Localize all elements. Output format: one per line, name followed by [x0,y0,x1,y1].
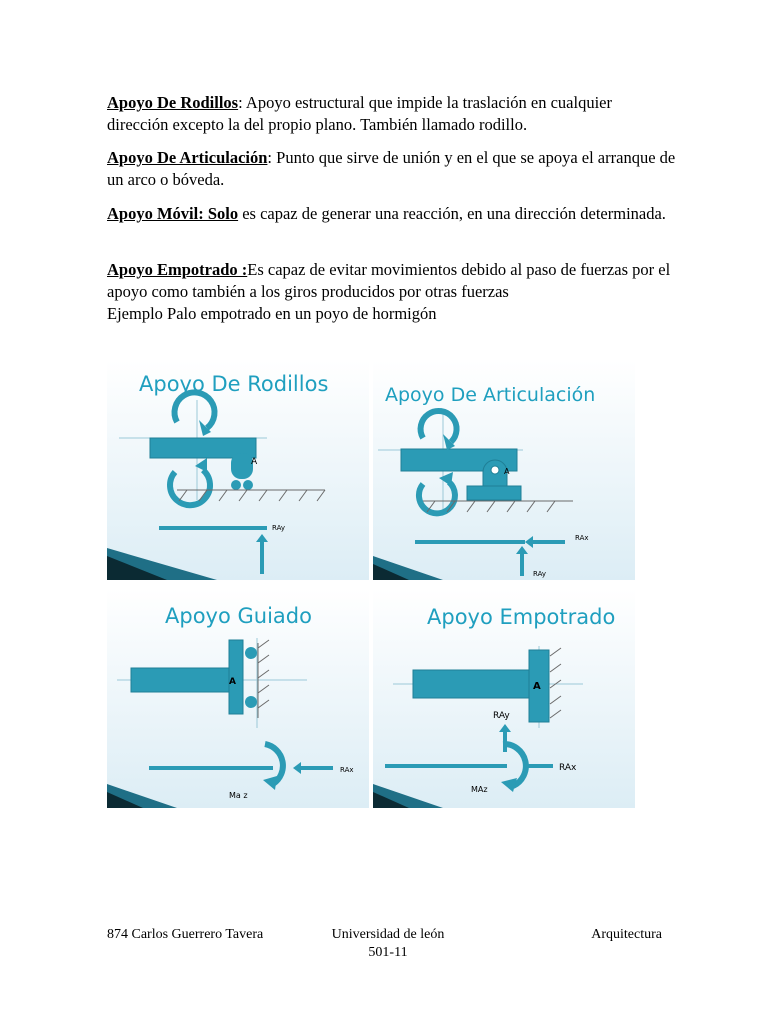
reaction-label-y: RAy [272,524,286,532]
roller-wheel [231,480,241,490]
point-label: A [251,457,258,467]
rodillos-diagram [107,360,369,580]
beam-free-body [149,766,273,770]
definition-text: Apoyo estructural que impide la traslación en cualquier dirección excepto la del propio plano. También llamado rodillo. [107,93,612,134]
figure-guiado [107,588,369,808]
definition-text: Es capaz de evitar movimientos debido al paso de fuerzas por el apoyo como también a los giros producidos por otras fuerzas [107,260,671,301]
definition-articulacion [107,147,677,191]
definition-term: Apoyo Móvil: Solo [107,204,239,223]
footer-code: 501-11 [368,945,408,960]
beam [131,668,231,692]
reaction-label-x: RAx [575,534,589,542]
point-label: A [229,677,236,687]
reaction-arrow-y [260,540,264,574]
definition-text: Punto que sirve de unión y en el que se apoya el arranque de un arco o bóveda. [107,148,676,189]
footer-author: 874 Carlos Guerrero Tavera [107,927,264,942]
example-line: Ejemplo Palo empotrado en un poyo de hormigón [107,304,437,323]
moment-label: Ma z [229,791,248,800]
beam-free-body [385,764,507,768]
footer-program: Arquitectura [591,927,662,942]
definition-term: Apoyo De Rodillos [107,93,239,112]
reaction-label-x: RAx [340,766,354,774]
reaction-arrow-x [301,766,333,770]
definition-term: Apoyo De Articulación [107,148,268,167]
pin [491,466,499,474]
reaction-label-y: RAy [493,711,510,721]
guide-roller [245,647,257,659]
guiado-diagram [107,588,369,808]
empotrado-diagram [373,588,635,808]
reaction-arrow-x [523,764,553,768]
articulacion-diagram [373,360,635,580]
footer-university-name: Universidad de león [331,927,445,942]
definition-sep: : [238,93,243,112]
definition-text: es capaz de generar una reacción, en una dirección determinada. [238,204,666,223]
reaction-arrow-x [533,540,565,544]
beam-free-body [415,540,525,544]
definition-term: Apoyo Empotrado : [107,260,248,279]
figure-rodillos [107,360,369,580]
reaction-label-x: RAx [559,763,577,773]
reaction-label-y: RAy [533,570,547,578]
figure-title: Apoyo De Articulación [385,384,596,406]
figure-title: Apoyo De Rodillos [139,372,329,396]
guide-roller [245,696,257,708]
point-label: A [504,467,510,476]
definition-rodillos [107,92,677,136]
support-base [467,486,521,500]
roller-support [231,453,253,479]
figure-title: Apoyo Guiado [165,604,312,628]
figure-title: Apoyo Empotrado [427,605,616,629]
moment-label: MAz [471,785,488,794]
roller-wheel [243,480,253,490]
reaction-arrow-y [520,552,524,576]
definition-movil [107,203,677,225]
figure-articulacion [373,360,635,580]
definition-empotrado [107,259,677,325]
footer-university [328,926,448,962]
figure-empotrado [373,588,635,808]
beam-free-body [159,526,267,530]
definition-sep: : [267,148,273,167]
point-label: A [533,681,541,692]
beam [413,670,531,698]
